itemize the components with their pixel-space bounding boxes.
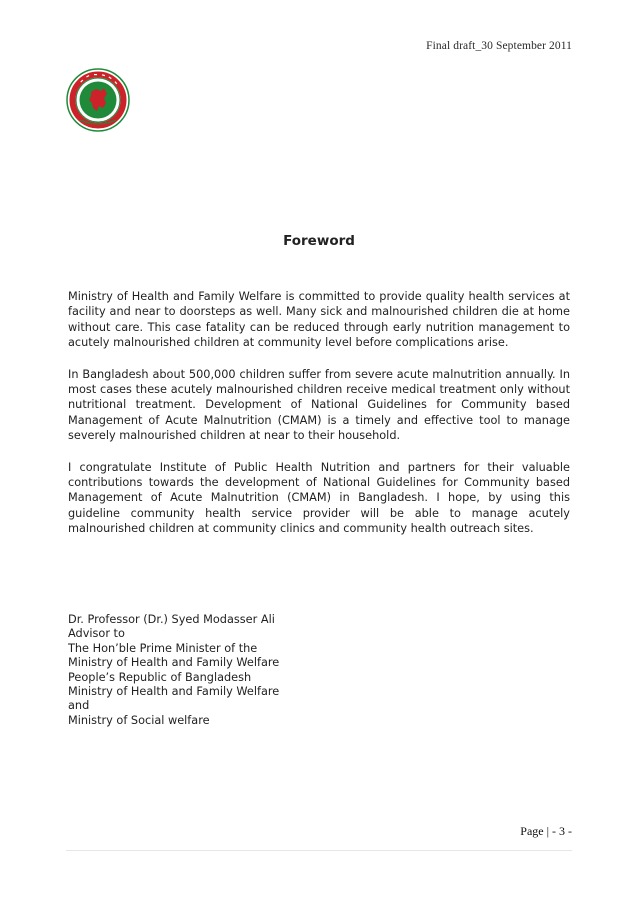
signatory-line: The Hon’ble Prime Minister of the (68, 641, 258, 655)
signatory-name: Dr. Professor (Dr.) Syed Modasser Ali (68, 613, 275, 626)
page-title: Foreword (283, 233, 355, 249)
footer-divider (66, 850, 572, 851)
signatory-line: Ministry of Health and Family Welfare (68, 656, 280, 670)
signatory-line: People’s Republic of Bangladesh (68, 670, 252, 684)
paragraph: Ministry of Health and Family Welfare is committed to provide quality health services at facility and near to doorsteps as well. Many sick and malnourished children die at home without care. This case fatality can be reduced through early nutrition management to acutely malnourished children at community level before complications arise. (68, 290, 570, 350)
paragraph: In Bangladesh about 500,000 children suffer from severe acute malnutrition annually. In most cases these acutely malnourished children receive medical treatment only without nutritional treatment. Development of National Guidelines for Community based Management of Acute Malnutrition (CMAM) is a timely and effective tool to manage severely malnourished children at near to their household. (68, 367, 570, 443)
signatory-line: and (68, 699, 90, 713)
government-seal-icon (66, 68, 130, 132)
signature-block (68, 613, 368, 728)
draft-date-header: Final draft_30 September 2011 (426, 40, 572, 52)
page-number: Page | - 3 - (520, 824, 572, 838)
foreword-body (68, 289, 570, 553)
signatory-line: Ministry of Social welfare (68, 713, 210, 727)
paragraph: I congratulate Institute of Public Health Nutrition and partners for their valuable contributions towards the development of National Guidelines for Community based Management of Acute Malnutrition (CMAM) in Bangladesh. I hope, by using this guideline community health service provider will be able to manage acutely malnourished children at community clinics and community health outreach sites. (68, 460, 570, 536)
signatory-line: Advisor to (68, 627, 125, 641)
signatory-line: Ministry of Health and Family Welfare (68, 685, 280, 699)
